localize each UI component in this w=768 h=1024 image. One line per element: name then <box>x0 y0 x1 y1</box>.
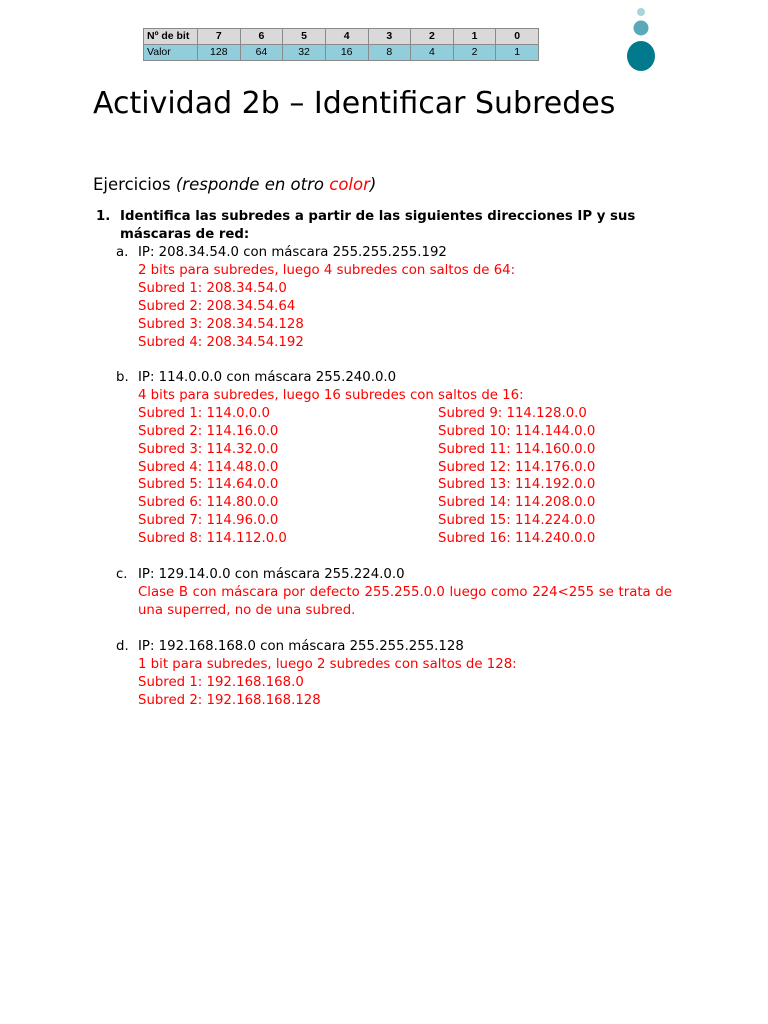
subnet: Subred 13: 114.192.0.0 <box>438 477 596 493</box>
item-c <box>116 566 672 620</box>
bit-cell: 2 <box>411 29 454 45</box>
answer-intro: 4 bits para subredes, luego 16 subredes con saltos de 16: <box>138 387 524 403</box>
bit-cell: 4 <box>325 29 368 45</box>
exercise-statement: Identifica las subredes a partir de las siguientes direcciones IP y sus máscaras de red: <box>120 209 636 242</box>
logo-dot-large <box>627 41 655 71</box>
question: IP: 129.14.0.0 con máscara 255.224.0.0 <box>138 567 405 582</box>
item-letter: a. <box>116 245 129 260</box>
item-letter: c. <box>116 567 128 582</box>
subnet: Subred 7: 114.96.0.0 <box>138 513 279 529</box>
bit-cell: 7 <box>198 29 241 45</box>
subnet: Subred 11: 114.160.0.0 <box>438 441 596 457</box>
value-cell: 16 <box>325 45 368 61</box>
item-d <box>116 638 672 710</box>
subnet: Subred 12: 114.176.0.0 <box>438 459 596 475</box>
subtitle <box>93 174 376 196</box>
value-cell: 64 <box>240 45 283 61</box>
logo-dot-small <box>637 8 645 16</box>
value-cell: 8 <box>368 45 411 61</box>
exercise-number: 1. <box>96 209 111 224</box>
subnet: Subred 1: 114.0.0.0 <box>138 405 270 421</box>
note-open: (responde en otro <box>175 175 330 194</box>
subnet: Subred 9: 114.128.0.0 <box>438 405 587 421</box>
subnet: Subred 4: 208.34.54.192 <box>138 334 304 350</box>
note-close: ) <box>369 175 377 194</box>
page-title: Actividad 2b – Identificar Subredes <box>93 86 616 121</box>
bit-number-label: Nº de bit <box>144 29 198 45</box>
subtitle-note <box>176 175 377 194</box>
question: IP: 114.0.0.0 con máscara 255.240.0.0 <box>138 370 397 385</box>
answer-intro: 1 bit para subredes, luego 2 subredes con saltos de 128: <box>138 656 517 672</box>
value-cell: 128 <box>198 45 241 61</box>
subtitle-lead: Ejercicios <box>93 175 171 194</box>
subnet-column-right <box>438 405 595 548</box>
item-letter: b. <box>116 370 129 385</box>
subnet: Subred 2: 114.16.0.0 <box>138 423 279 439</box>
answer-intro: 2 bits para subredes, luego 4 subredes con saltos de 64: <box>138 262 516 278</box>
subnet: Subred 1: 192.168.168.0 <box>138 674 304 690</box>
value-cell: 2 <box>453 45 496 61</box>
item-letter: d. <box>116 639 129 654</box>
subnet: Subred 1: 208.34.54.0 <box>138 280 287 296</box>
value-cell: 4 <box>411 45 454 61</box>
bit-cell: 3 <box>368 29 411 45</box>
bit-cell: 6 <box>240 29 283 45</box>
subnet: Subred 15: 114.224.0.0 <box>438 513 596 529</box>
subnet: Subred 16: 114.240.0.0 <box>438 531 596 547</box>
value-cell: 32 <box>283 45 326 61</box>
bit-cell: 1 <box>453 29 496 45</box>
subnet: Subred 3: 208.34.54.128 <box>138 316 304 332</box>
subnet: Subred 2: 192.168.168.128 <box>138 692 321 708</box>
subnet: Subred 10: 114.144.0.0 <box>438 423 596 439</box>
subnet: Subred 2: 208.34.54.64 <box>138 298 296 314</box>
value-label: Valor <box>144 45 198 61</box>
subnet-column-left <box>138 405 438 548</box>
subnet-columns <box>138 405 672 548</box>
question: IP: 192.168.168.0 con máscara 255.255.255.128 <box>138 639 464 654</box>
bit-cell: 0 <box>496 29 539 45</box>
logo-dot-medium <box>634 21 649 36</box>
subnet: Subred 5: 114.64.0.0 <box>138 477 279 493</box>
bit-value-table <box>143 28 539 61</box>
bit-value-row <box>144 45 539 61</box>
value-cell: 1 <box>496 45 539 61</box>
item-a <box>116 244 672 351</box>
question: IP: 208.34.54.0 con máscara 255.255.255.192 <box>138 245 447 260</box>
subnet: Subred 4: 114.48.0.0 <box>138 459 279 475</box>
note-color-word: color <box>329 175 370 194</box>
item-b <box>116 369 672 548</box>
answer: Clase B con máscara por defecto 255.255.0.0 luego como 224<255 se trata de una superred, no de una subred. <box>138 584 672 618</box>
subnet: Subred 6: 114.80.0.0 <box>138 495 279 511</box>
logo-dots <box>624 6 658 74</box>
subnet: Subred 8: 114.112.0.0 <box>138 531 287 547</box>
subnet: Subred 3: 114.32.0.0 <box>138 441 279 457</box>
exercise-1 <box>96 208 676 708</box>
bit-number-row <box>144 29 539 45</box>
bit-cell: 5 <box>283 29 326 45</box>
subnet: Subred 14: 114.208.0.0 <box>438 495 596 511</box>
